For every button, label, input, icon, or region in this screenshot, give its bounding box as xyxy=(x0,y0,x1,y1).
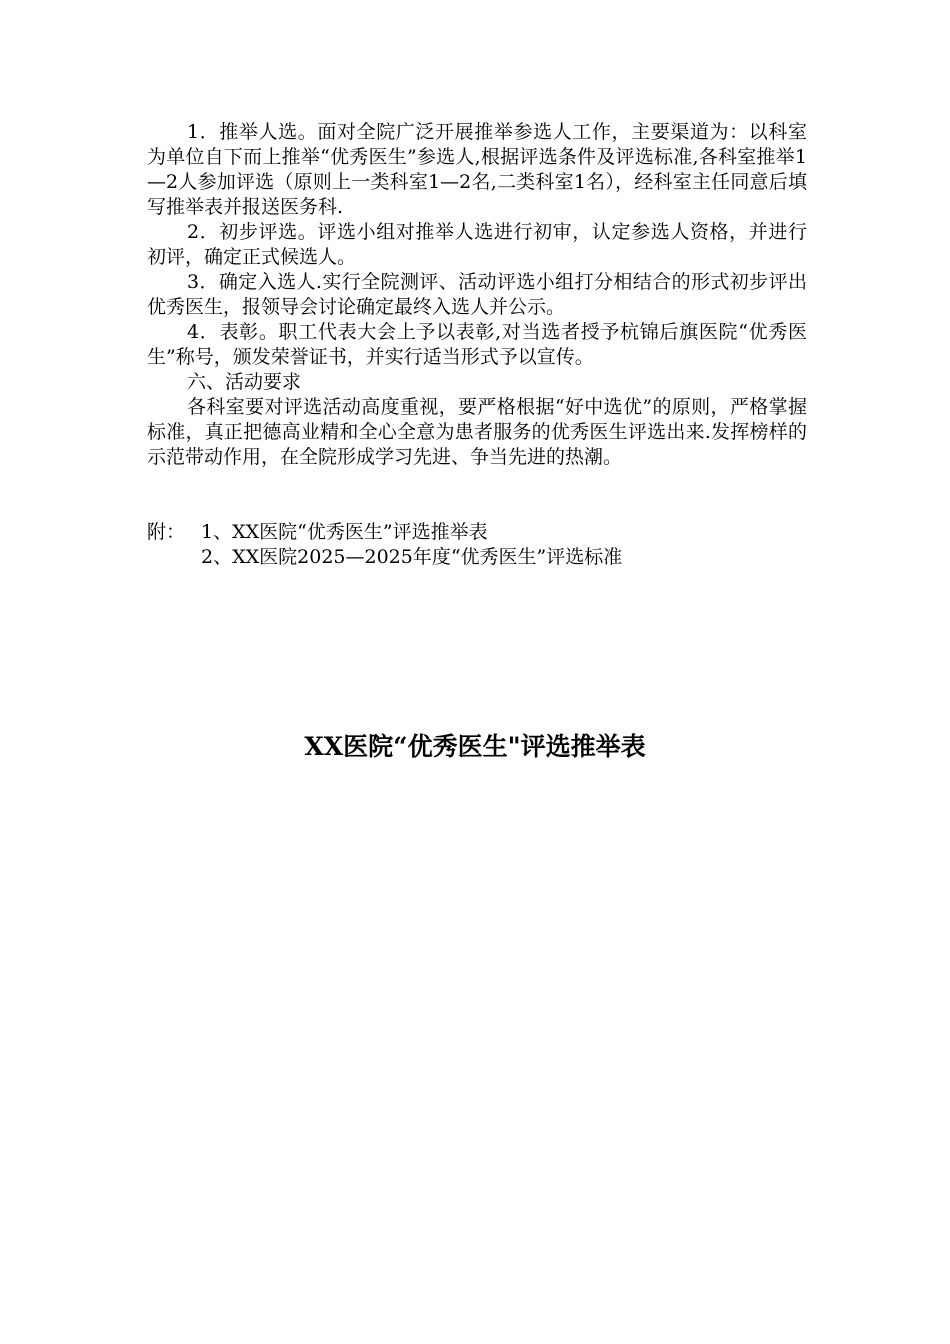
attachment-indent xyxy=(147,545,201,570)
section-heading-requirements: 六、活动要求 xyxy=(187,371,302,393)
attachment-item-label: 2、XX医院2025—2025年度“优秀医生”评选标准 xyxy=(201,546,623,568)
attachment-item xyxy=(147,520,807,545)
document-body xyxy=(147,120,807,470)
attachment-item xyxy=(147,545,807,570)
form-title: XX医院“优秀医生"评选推举表 xyxy=(304,732,646,761)
attachments-list xyxy=(147,520,807,570)
paragraph-confirm-selection: 3．确定入选人.实行全院测评、活动评选小组打分相结合的形式初步评出优秀医生，报领导会讨论确定最终入选人并公示。 xyxy=(147,271,807,318)
attachment-item-label: 1、XX医院“优秀医生”评选推举表 xyxy=(201,521,488,543)
attachments-label: 附： xyxy=(147,521,186,543)
paragraph-commendation: 4．表彰。职工代表大会上予以表彰,对当选者授予杭锦后旗医院“优秀医生”称号，颁发荣誉证书，并实行适当形式予以宣传。 xyxy=(147,321,807,368)
paragraph-requirements: 各科室要对评选活动高度重视，要严格根据“好中选优”的原则，严格掌握标准，真正把德高业精和全心全意为患者服务的优秀医生评选出来.发挥榜样的示范带动作用，在全院形成学习先进、争当先进的热潮。 xyxy=(147,396,807,468)
paragraph-nomination: 1．推举人选。面对全院广泛开展推举参选人工作，主要渠道为：以科室为单位自下而上推举“优秀医生”参选人,根据评选条件及评选标准,各科室推举1—2人参加评选（原则上一类科室1—2名,二类科室1名），经科室主任同意后填写推举表并报送医务科. xyxy=(147,121,807,218)
paragraph-preliminary-selection: 2．初步评选。评选小组对推举人选进行初审，认定参选人资格，并进行初评，确定正式候选人。 xyxy=(147,221,807,268)
